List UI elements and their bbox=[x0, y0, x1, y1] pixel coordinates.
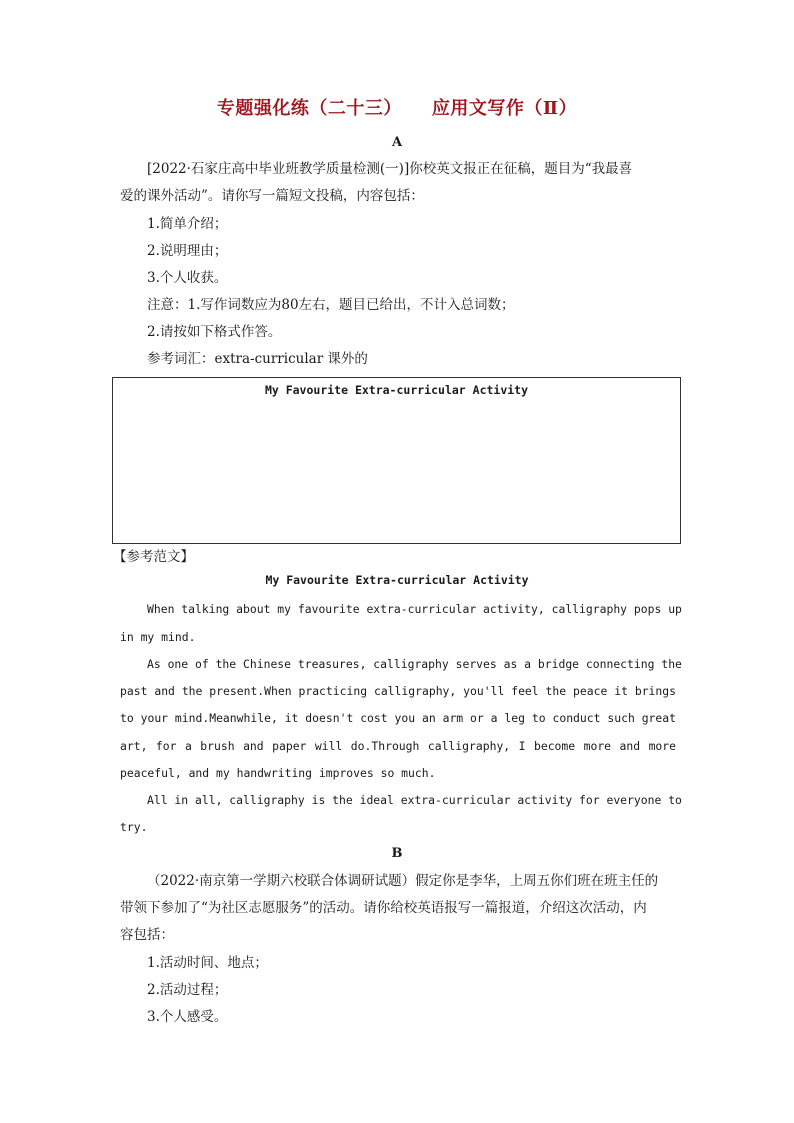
essay-line: try. bbox=[120, 820, 148, 834]
section-a-label: A bbox=[391, 135, 403, 150]
page-title bbox=[0, 94, 794, 120]
section-b-label: B bbox=[391, 846, 403, 861]
answer-box bbox=[112, 377, 681, 544]
essay-line: As one of the Chinese treasures, calligraphy serves as a bridge connecting the bbox=[147, 657, 682, 671]
essay-line: in my mind. bbox=[120, 630, 196, 644]
essay-line: art, for a brush and paper will do.Through calligraphy, I become more and more bbox=[120, 739, 676, 753]
section-a-point: 1.简单介绍； bbox=[147, 216, 228, 232]
section-a-prompt-line: [2022·石家庄高中毕业班教学质量检测(一)]你校英文报正在征稿，题目为“我最喜 bbox=[147, 161, 633, 177]
essay-line: peaceful, and my handwriting improves so much. bbox=[120, 766, 436, 780]
section-a-vocab: 参考词汇：extra-curricular 课外的 bbox=[147, 351, 368, 367]
section-b-prompt-line: 容包括： bbox=[120, 927, 174, 943]
section-b-point: 3.个人感受。 bbox=[147, 1009, 228, 1025]
sample-essay-header: 【参考范文】 bbox=[113, 549, 194, 565]
title-main: 专题强化练（二十三） bbox=[216, 98, 402, 119]
section-a-point: 3.个人收获。 bbox=[147, 270, 228, 286]
section-a-note: 注意：1.写作词数应为80左右，题目已给出，不计入总词数； bbox=[147, 297, 515, 313]
section-a-point: 2.说明理由； bbox=[147, 243, 228, 259]
answer-box-title: My Favourite Extra-curricular Activity bbox=[264, 383, 529, 397]
section-a-note: 2.请按如下格式作答。 bbox=[147, 324, 282, 340]
section-a-prompt-line: 爱的课外活动”。请你写一篇短文投稿，内容包括： bbox=[120, 188, 424, 204]
section-b-point: 1.活动时间、地点； bbox=[147, 955, 268, 971]
section-b-prompt-line: 带领下参加了“为社区志愿服务”的活动。请你给校英语报写一篇报道，介绍这次活动，内 bbox=[120, 900, 647, 916]
essay-line: past and the present.When practicing calligraphy, you'll feel the peace it brings bbox=[120, 684, 676, 698]
essay-line: All in all, calligraphy is the ideal extra-curricular activity for everyone to bbox=[147, 793, 682, 807]
section-b-point: 2.活动过程； bbox=[147, 982, 228, 998]
essay-line: When talking about my favourite extra-curricular activity, calligraphy pops up bbox=[147, 602, 682, 616]
section-b-prompt-line: （2022·南京第一学期六校联合体调研试题）假定你是李华，上周五你们班在班主任的 bbox=[147, 873, 659, 889]
sample-essay-title: My Favourite Extra-curricular Activity bbox=[265, 573, 529, 587]
title-sub: 应用文写作（Ⅱ） bbox=[431, 98, 578, 119]
essay-line: to your mind.Meanwhile, it doesn't cost you an arm or a leg to conduct such great bbox=[120, 711, 676, 725]
